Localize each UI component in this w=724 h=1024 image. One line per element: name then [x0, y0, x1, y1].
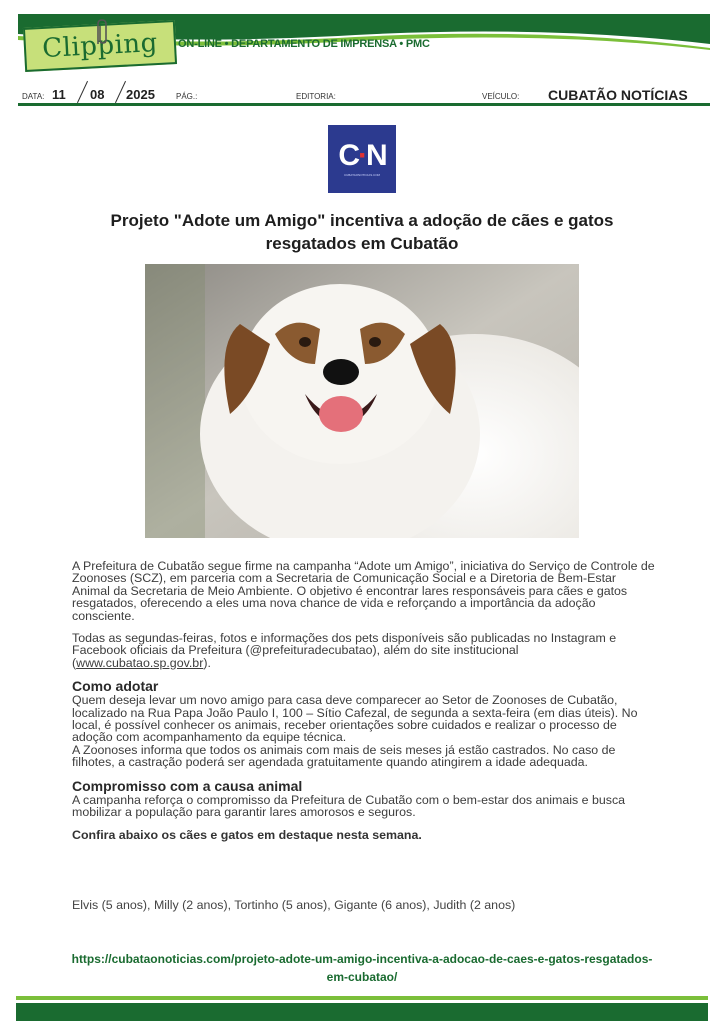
veiculo-name: CUBATÃO NOTÍCIAS	[548, 87, 688, 103]
heading-como-adotar: Como adotar	[72, 678, 159, 695]
paragraph-intro: A Prefeitura de Cubatão segue firme na campanha “Adote um Amigo”, iniciativa do Serviço de Controle de Zoonoses (SCZ), em parceria com a Secretaria de Comunicação Social e a Diretoria de Bem-Estar Animal da Secretaria de Meio Ambiente. O objetivo é encontrar lares responsáveis para cães e gatos resgatados, oferecendo a eles uma nova chance de vida e reforçando a importância da adoção consciente.	[72, 559, 655, 623]
site-link[interactable]: www.cubatao.sp.gov.br	[76, 655, 204, 670]
footer-stripe-light	[16, 996, 708, 1000]
dog-photo	[145, 264, 579, 538]
article-title: Projeto "Adote um Amigo" incentiva a adoção de cães e gatos resgatados em Cubatão	[110, 211, 614, 253]
clipping-badge-text: Clipping	[41, 27, 159, 65]
logo-letters: C·N	[338, 139, 386, 172]
editoria-label: EDITORIA:	[296, 92, 336, 101]
header-subtitle: ON-LINE • DEPARTAMENTO DE IMPRENSA • PMC	[178, 38, 430, 50]
paragraph-commitment: A campanha reforça o compromisso da Prefeitura de Cubatão com o bem-estar dos animais e busca mobilizar a população para garantir lares amorosos e seguros.	[72, 792, 626, 820]
veiculo-label: VEÍCULO:	[482, 92, 520, 101]
date-day: 11	[52, 87, 66, 102]
footer-stripe-dark	[16, 1003, 708, 1021]
date-month: 08	[90, 87, 105, 102]
logo-small-text: CUBATAONOTICIAS.COM	[343, 173, 381, 177]
header-rule	[18, 103, 710, 106]
page-label: PÁG.:	[176, 92, 198, 101]
heading-compromisso: Compromisso com a causa animal	[72, 777, 303, 794]
date-year: 2025	[126, 87, 155, 102]
metadata-row	[18, 82, 710, 104]
date-separator	[115, 81, 126, 103]
paragraph-highlight: Confira abaixo os cães e gatos em destaque nesta semana.	[72, 827, 422, 842]
paperclip-icon	[92, 18, 110, 46]
paragraph-adoption: Quem deseja levar um novo amigo para casa deve comparecer ao Setor de Zoonoses de Cubatão, localizado na Rua Papa João Paulo I, 100 – Sítio Cafezal, de segunda a sexta-feira (em dias úteis). No local, é possível conhecer os animais, receber orientações sobre cuidados e realizar o processo de adoção com acompanhamento da equipe técnica.	[72, 693, 638, 745]
pet-names: Elvis (5 anos), Milly (2 anos), Tortinho (5 anos), Gigante (6 anos), Judith (2 anos)	[72, 898, 516, 912]
article-body	[72, 560, 656, 851]
cubatao-noticias-logo	[328, 125, 396, 193]
date-separator	[77, 81, 88, 103]
date-label: DATA:	[22, 92, 45, 101]
paragraph-castration: A Zoonoses informa que todos os animais com mais de seis meses já estão castrados. No caso de filhotes, a castração poderá ser agendada gratuitamente quando atingirem a idade adequada.	[72, 742, 616, 770]
paragraph-social: Todas as segundas-feiras, fotos e informações dos pets disponíveis são publicadas no Instagram e Facebook oficiais da Prefeitura (@prefeituradecubatao), além do site institucional (www.cubatao.sp.gov.br).	[72, 631, 617, 670]
source-url[interactable]: https://cubataonoticias.com/projeto-adote-um-amigo-incentiva-a-adocao-de-caes-e-gatos-resgatados-em-cubatao/	[71, 952, 653, 984]
